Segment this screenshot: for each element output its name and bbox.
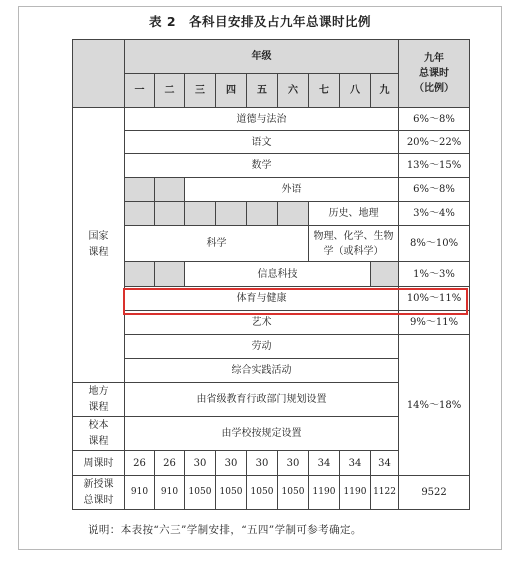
grade-5: 五 — [247, 74, 278, 108]
new-total-label: 新授课 总课时 — [73, 476, 125, 510]
table-title: 表 2 各科目安排及占九年总课时比例 — [148, 14, 372, 29]
grade-1: 一 — [125, 74, 155, 108]
subject-cell: 艺术 — [125, 311, 399, 335]
grade-9: 九 — [371, 74, 399, 108]
ratio-cell: 1%～3% — [399, 262, 470, 287]
empty-cell — [185, 202, 216, 226]
ratio-cell: 6%～8% — [399, 108, 470, 131]
subject-cell: 语文 — [125, 131, 399, 154]
combined-ratio-cell: 14%～18% — [399, 335, 470, 476]
subject-cell: 数学 — [125, 154, 399, 178]
curriculum-table — [72, 39, 470, 510]
new-total-value: 1050 — [216, 476, 247, 510]
weekly-value: 26 — [155, 451, 185, 476]
empty-cell — [125, 202, 155, 226]
empty-cell — [125, 178, 155, 202]
local-text: 由省级教育行政部门规划设置 — [125, 383, 399, 417]
new-total-value: 910 — [155, 476, 185, 510]
empty-cell — [125, 262, 155, 287]
subject-cell: 道德与法治 — [125, 108, 399, 131]
subject-cell: 体育与健康 — [125, 287, 399, 311]
new-total-value: 1122 — [371, 476, 399, 510]
subject-cell: 综合实践活动 — [125, 359, 399, 383]
header-total: 九年 总课时 （比例） — [399, 40, 470, 108]
weekly-value: 30 — [247, 451, 278, 476]
ratio-cell: 10%～11% — [399, 287, 470, 311]
empty-cell — [155, 202, 185, 226]
subject-cell: 科学 — [125, 226, 309, 262]
school-label: 校本 课程 — [73, 417, 125, 451]
subject-cell: 物理、化学、生物学（或科学） — [309, 226, 399, 262]
ratio-cell: 6%～8% — [399, 178, 470, 202]
new-total-sum: 9522 — [399, 476, 470, 510]
grade-6: 六 — [278, 74, 309, 108]
subject-cell: 历史、地理 — [309, 202, 399, 226]
empty-cell — [155, 178, 185, 202]
grade-8: 八 — [340, 74, 371, 108]
new-total-value: 1050 — [247, 476, 278, 510]
weekly-value: 30 — [278, 451, 309, 476]
ratio-cell: 8%～10% — [399, 226, 470, 262]
grade-3: 三 — [185, 74, 216, 108]
ratio-cell: 9%～11% — [399, 311, 470, 335]
empty-cell — [216, 202, 247, 226]
new-total-value: 1050 — [185, 476, 216, 510]
school-text: 由学校按规定设置 — [125, 417, 399, 451]
weekly-value: 26 — [125, 451, 155, 476]
new-total-value: 910 — [125, 476, 155, 510]
subject-cell: 外语 — [185, 178, 399, 202]
grade-4: 四 — [216, 74, 247, 108]
weekly-value: 34 — [309, 451, 340, 476]
subject-cell: 信息科技 — [185, 262, 371, 287]
empty-cell — [371, 262, 399, 287]
new-total-value: 1190 — [340, 476, 371, 510]
weekly-label: 周课时 — [73, 451, 125, 476]
grade-7: 七 — [309, 74, 340, 108]
empty-cell — [278, 202, 309, 226]
table-note: 说明：本表按“六三”学制安排，“五四”学制可参考确定。 — [88, 524, 362, 536]
ratio-cell: 13%～15% — [399, 154, 470, 178]
weekly-value: 30 — [216, 451, 247, 476]
weekly-value: 34 — [340, 451, 371, 476]
empty-cell — [247, 202, 278, 226]
national-label: 国家 课程 — [73, 108, 125, 383]
grade-2: 二 — [155, 74, 185, 108]
ratio-cell: 20%～22% — [399, 131, 470, 154]
local-label: 地方 课程 — [73, 383, 125, 417]
header-grade: 年级 — [125, 40, 399, 74]
empty-cell — [155, 262, 185, 287]
weekly-value: 34 — [371, 451, 399, 476]
weekly-value: 30 — [185, 451, 216, 476]
ratio-cell: 3%～4% — [399, 202, 470, 226]
new-total-value: 1050 — [278, 476, 309, 510]
header-corner — [73, 40, 125, 108]
new-total-value: 1190 — [309, 476, 340, 510]
subject-cell: 劳动 — [125, 335, 399, 359]
